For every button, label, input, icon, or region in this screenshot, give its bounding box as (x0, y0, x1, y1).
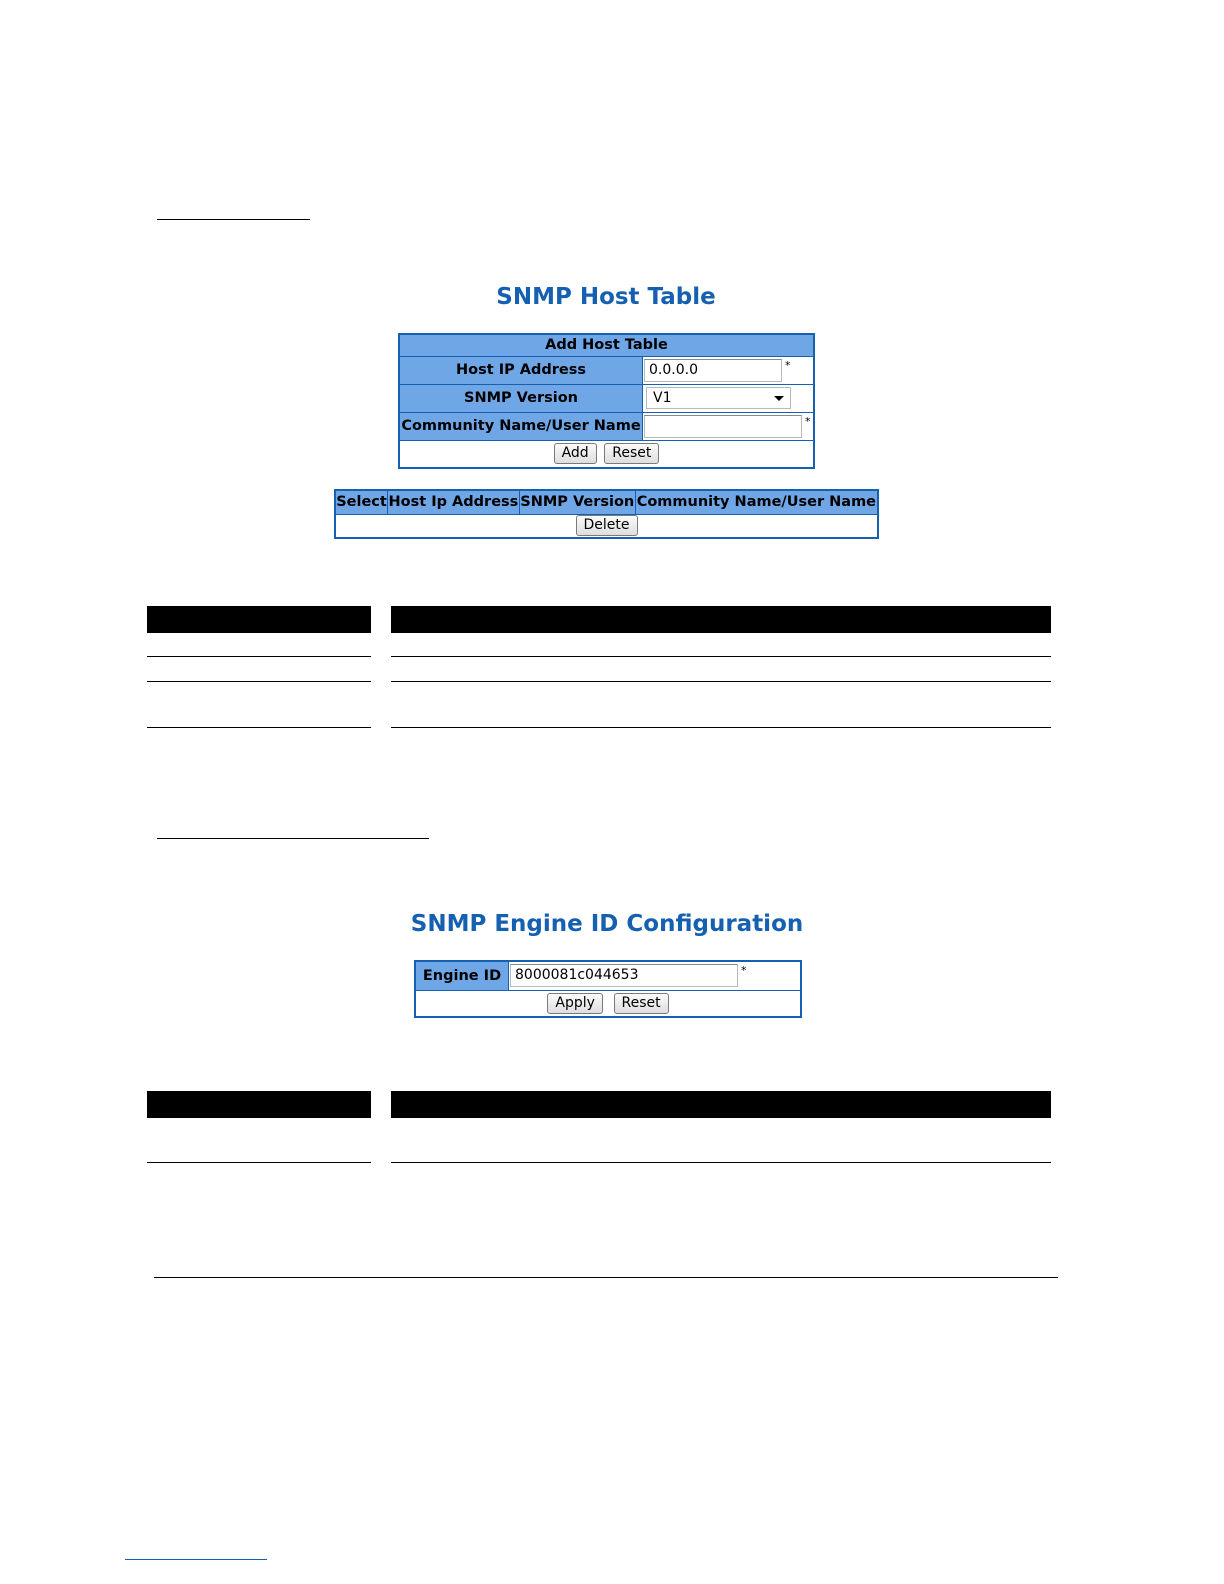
description-table-1-header-right (391, 606, 1051, 633)
reset-button[interactable]: Reset (614, 993, 669, 1014)
snmp-version-label: SNMP Version (399, 384, 643, 412)
footnote-link-underline (125, 1559, 267, 1560)
community-name-input[interactable] (644, 415, 802, 438)
community-name-label: Community Name/User Name (399, 412, 643, 440)
column-header-snmp-version: SNMP Version (519, 490, 635, 514)
chevron-down-icon (774, 396, 784, 401)
add-host-table (398, 333, 815, 469)
host-ip-label: Host IP Address (399, 356, 643, 384)
engine-id-cell (509, 961, 802, 990)
snmp-version-selected: V1 (653, 390, 672, 406)
required-marker: * (741, 964, 747, 978)
column-header-select: Select (335, 490, 388, 514)
host-ip-input[interactable]: 0.0.0.0 (644, 359, 782, 382)
column-header-community-name: Community Name/User Name (635, 490, 878, 514)
description-table-2-header-left (147, 1091, 371, 1118)
host-list-table (334, 489, 879, 539)
snmp-version-cell (643, 384, 815, 412)
engine-id-label: Engine ID (415, 961, 509, 990)
snmp-engine-id-title: SNMP Engine ID Configuration (410, 911, 804, 937)
description-table-1-row-divider (147, 681, 371, 682)
description-table-1-header-left (147, 606, 371, 633)
add-button[interactable]: Add (554, 443, 597, 464)
engine-id-input[interactable]: 8000081c044653 (510, 964, 738, 987)
description-table-1-row-divider (147, 656, 371, 657)
community-name-cell (643, 412, 815, 440)
snmp-host-table-title: SNMP Host Table (496, 284, 716, 310)
column-header-host-ip: Host Ip Address (388, 490, 520, 514)
description-table-1-row-divider (391, 656, 1051, 657)
required-marker: * (805, 414, 811, 428)
description-table-2-header-right (391, 1091, 1051, 1118)
description-table-1-bottom-rule (391, 727, 1051, 728)
section-heading-underline-2 (157, 838, 429, 839)
reset-button[interactable]: Reset (604, 443, 659, 464)
apply-button[interactable]: Apply (547, 993, 603, 1014)
host-list-actions (335, 514, 878, 538)
section-heading-underline-1 (157, 219, 310, 220)
page-footer-rule (154, 1277, 1058, 1278)
engine-id-actions (415, 990, 801, 1017)
description-table-2-bottom-rule (147, 1162, 371, 1163)
add-host-actions (399, 440, 814, 468)
description-table-1-row-divider (391, 681, 1051, 682)
required-marker: * (785, 358, 791, 372)
description-table-1-bottom-rule (147, 727, 371, 728)
host-ip-cell (643, 356, 815, 384)
add-host-table-header: Add Host Table (399, 334, 814, 356)
engine-id-table (414, 960, 802, 1018)
description-table-2-bottom-rule (391, 1162, 1051, 1163)
snmp-version-select[interactable] (646, 387, 791, 409)
delete-button[interactable]: Delete (576, 515, 638, 536)
